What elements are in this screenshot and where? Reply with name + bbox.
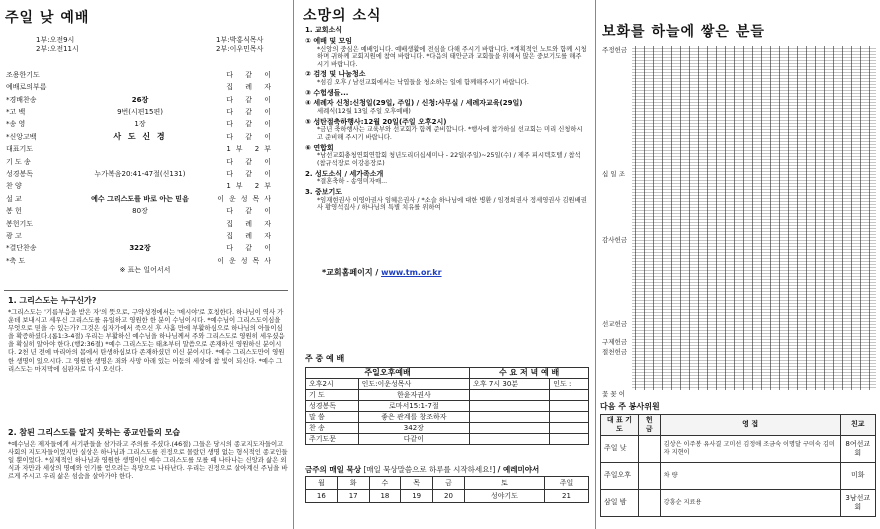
order-person: 1부 2부 xyxy=(226,145,276,154)
row-label: 성경봉독 xyxy=(306,401,359,412)
chapter-cell: 17 xyxy=(337,490,369,503)
order-row xyxy=(6,131,276,143)
news-item-title: ④ 세례자 신청:신청일(29일, 주일) / 신청:사무실 / 세례자교육(29일) xyxy=(305,99,523,108)
order-item: *결단찬송 xyxy=(6,244,37,253)
schedule-row xyxy=(601,435,876,462)
section2-title: 2. 참된 그리스도를 알지 못하는 종교인들의 모습 xyxy=(8,428,181,437)
order-person: 다 같 이 xyxy=(226,169,276,178)
row-label: 기 도 xyxy=(306,390,359,401)
wed-time: 오후 7시 30분 xyxy=(470,379,550,390)
order-item: *고 백 xyxy=(6,107,26,116)
order-item: *송 영 xyxy=(6,120,26,129)
order-row xyxy=(6,106,276,118)
schedule-header: 친교 xyxy=(840,415,875,436)
wed-cell xyxy=(550,412,589,423)
wed-cell xyxy=(470,390,550,401)
news-item-title: ⑥ 연합회 xyxy=(305,143,334,152)
schedule-header: 대 표 기 도 xyxy=(601,415,639,436)
weekday-worship-header: 주 중 예 배 xyxy=(305,354,345,363)
order-person: 이운성목사 xyxy=(217,256,276,265)
donor-category-label: 절천헌금 xyxy=(602,348,628,356)
wed-cell xyxy=(470,401,550,412)
news-item-title: ⑤ 성탄절축하행사:12월 20일(주일 오후2시) xyxy=(305,117,447,126)
schedule-cell: 삼일 밤 xyxy=(601,489,639,516)
order-item: 찬 양 xyxy=(6,182,22,191)
homepage-label: *교회홈페이지 / xyxy=(322,268,379,277)
chapter-cell: 18 xyxy=(369,490,401,503)
schedule-cell: 차 량 xyxy=(660,462,840,489)
order-person: 1부 2부 xyxy=(226,182,276,191)
news-item-text: *결혼축하 - 송영미자매... xyxy=(317,178,388,186)
order-person: 다 같 이 xyxy=(226,157,276,166)
wed-cell xyxy=(550,390,589,401)
wed-cell xyxy=(550,434,589,445)
wed-cell xyxy=(550,423,589,434)
order-item: 광 고 xyxy=(6,231,22,240)
wed-cell xyxy=(470,412,550,423)
section1-title: 1. 그리스도는 누구신가? xyxy=(8,296,97,305)
divider xyxy=(4,290,288,291)
schedule-cell: 강흥순 지료용 xyxy=(660,489,840,516)
schedule-cell: 김상은 이주봉 유사결 고미선 김정애 조금숙 이명달 구미숙 김미자 지현이 xyxy=(660,435,840,462)
schedule-cell xyxy=(638,462,660,489)
chapter-cell: 성야기도 xyxy=(464,490,544,503)
weekly-tail: / 예레미야서 xyxy=(497,465,540,474)
donor-category-label: 꽃 꽂 이 xyxy=(602,390,625,398)
weekday-worship-row xyxy=(306,412,589,423)
order-item: *경배찬송 xyxy=(6,95,37,104)
schedule-row xyxy=(601,462,876,489)
news-item-title: ③ 수험생들... xyxy=(305,88,349,97)
wed-cell xyxy=(470,434,550,445)
weekday-worship-row xyxy=(306,390,589,401)
day-cell: 금 xyxy=(433,477,465,490)
weekly-sub: [매일 묵상말씀으로 하루를 시작하세요!] xyxy=(363,465,496,474)
order-row xyxy=(6,193,276,205)
donor-category-label: 십 일 조 xyxy=(602,170,625,178)
weekly-meditation-header xyxy=(305,465,539,474)
weekly-meditation-table xyxy=(305,476,589,503)
order-person: 다 같 이 xyxy=(226,95,276,104)
sermon-section-1 xyxy=(8,296,288,373)
order-of-worship xyxy=(6,69,276,267)
donors-column xyxy=(598,0,880,529)
order-item: 성경봉독 xyxy=(6,169,34,178)
order-detail: 26장 xyxy=(131,95,149,104)
order-row xyxy=(6,156,276,168)
news-item-title: ② 검정 및 나눔청소 xyxy=(305,70,366,79)
news-item-title: 1. 교회소식 xyxy=(305,26,343,34)
standing-note: ※ 표는 일어서서 xyxy=(119,266,171,274)
order-row xyxy=(6,69,276,81)
order-row xyxy=(6,218,276,230)
order-person: 다 같 이 xyxy=(226,107,276,116)
schedule-cell: 3남선교회 xyxy=(840,489,875,516)
order-detail: 1장 xyxy=(134,120,146,129)
schedule-cell: 8여선교회 xyxy=(840,435,875,462)
schedule-cell: 주일 낮 xyxy=(601,435,639,462)
wed-leader: 인도 : xyxy=(550,379,589,390)
wed-cell xyxy=(470,423,550,434)
worship-title: 주일 낮 예배 xyxy=(5,10,90,26)
order-item: 설 교 xyxy=(6,194,22,203)
schedule-cell xyxy=(638,435,660,462)
sunday-pm-header: 주일오후예배 xyxy=(306,368,470,379)
order-detail: 누가복음20:41-47절(신131) xyxy=(94,169,186,178)
order-person: 다 같 이 xyxy=(226,70,276,79)
order-person: 집 례 자 xyxy=(226,231,276,240)
weekday-worship-row xyxy=(306,423,589,434)
order-detail: 80장 xyxy=(132,207,148,216)
schedule-cell: 주일오후 xyxy=(601,462,639,489)
wednesday-header: 수 요 저 녁 예 배 xyxy=(470,368,589,379)
row-value: 342장 xyxy=(358,423,470,434)
order-detail: 9번(시편15편) xyxy=(117,107,163,116)
sermon-section-2 xyxy=(8,428,288,480)
donors-title: 보화를 하늘에 쌓은 분들 xyxy=(602,24,765,40)
news-item-text: *남선교회충청연회연합회 청년도리더십세미나 - 22일(주일)~25일(수) / 제주 피시텍호텔 / 참석(참규석장로 이강용장로) xyxy=(317,152,581,167)
news-column xyxy=(297,0,593,529)
order-person: 다 같 이 xyxy=(226,120,276,129)
row-value: 로마서15:1-7절 xyxy=(358,401,470,412)
news-item-text: *신앙의 중심은 예배입니다. 예배생활에 전심을 다해 주시기 바랍니다. *계획적인 노트와 함께 시청하며 귀하께 교회지원에 참여 바랍니다. *다음의 태안군과 교회들을 위해서 많은 중보기도를 해주시기 바랍니다. xyxy=(317,45,587,68)
order-item: 예배로의부름 xyxy=(6,83,47,92)
schedule-cell xyxy=(638,489,660,516)
service2: 2부:오전11시 xyxy=(36,45,79,53)
column-divider xyxy=(595,0,596,529)
day-cell: 월 xyxy=(306,477,338,490)
section1-text: *그리스도는 '기름부음을 받은 자'의 뜻으로, 구약성경에서는 '메시야'로 호칭한다. 하나님이 역사 가운데 보내시고 세우신 그리스도를 유일하고 영원한 한 분이 수님이시다. *예수님이 그리스도이심을 무엇으로 믿을 수 있는가? 그것은 십자가에서 죽으신 후 사흘 만에 부활하심으로 하나님의 아들이심을 확증하셨다.(롬1:3-4절) 우리는 부활하신 예수님을 하나님께서 주와 그리스도로 영원히 세우셨음을 확실히 알아야 한다.(행2:36절) *예수 그리스도는 태초부터 말씀으로 존재하신 영원하신 분이시다. 2천 년 전에 마리아의 몸에서 탄생하심보다 존재하셨던 이신 분이시다. *예수 그리스도만이 영원한 생명이 있으시다. 그 영원한 생명은 죄와 사망 아래 있는 어둠의 세상에 참 빛이 되신다. *예수 그리스도는 마지막에 심판자로 다시 오신다. xyxy=(8,308,285,373)
chapter-cell: 16 xyxy=(306,490,338,503)
leader1: 1부:박홍식목사 xyxy=(216,36,264,44)
sunday-leader: 인도:이운성목사 xyxy=(358,379,470,390)
schedule-header: 영 접 xyxy=(660,415,840,436)
row-label: 찬 송 xyxy=(306,423,359,434)
news-item-text: *금년 축하행사는 교육부와 선교회가 함께 준비합니다. *행사에 참가하실 선교회는 미리 신청하시고 준비해 주시기 바랍니다. xyxy=(317,126,583,142)
news-item-text: 세례식(12월 13일 주일 오후예배) xyxy=(317,108,411,116)
weekly-title: 금주의 매일 묵상 xyxy=(305,465,361,474)
weekday-worship-row xyxy=(306,434,589,445)
donor-list xyxy=(602,46,876,398)
homepage-link[interactable] xyxy=(322,268,442,278)
row-value: 좋은 관계를 창조하자 xyxy=(358,412,470,423)
weekday-worship-table xyxy=(305,367,589,445)
news-item-title: 3. 중보기도 xyxy=(305,187,343,196)
schedule-title: 다음 주 봉사위원 xyxy=(600,402,660,411)
news-item-title: ① 예배 및 모임 xyxy=(305,36,353,45)
order-person: 이운성목사 xyxy=(217,194,276,203)
schedule-cell: 미화 xyxy=(840,462,875,489)
donor-names-block xyxy=(632,46,876,390)
order-person: 다 같 이 xyxy=(226,132,276,141)
news-item-title: 2. 성도소식 / 세가족소개 xyxy=(305,169,384,178)
order-detail: 322장 xyxy=(129,244,151,253)
homepage-url[interactable]: www.tm.or.kr xyxy=(381,268,442,277)
donor-category-label: 구제헌금 xyxy=(602,338,628,346)
worship-column xyxy=(0,0,290,529)
news-title: 소망의 소식 xyxy=(303,8,382,24)
chapter-cell: 19 xyxy=(401,490,433,503)
order-detail: 예수 그리스도를 바로 아는 믿음 xyxy=(91,194,189,203)
chapter-cell: 20 xyxy=(433,490,465,503)
weekday-worship-row xyxy=(306,401,589,412)
news-item-text: *임재현권사 이영아권사 임혜은권사 / *소슬 하나님에 대한 병환 / 임경희권사 정세영권사 김원배권사 황영석집사 / 하나님의 특별 치유를 위하여 xyxy=(317,196,587,212)
news-item-text: *섬김 오후 / 남선교회에서는 낙엽들을 청소하는 일에 함께해주시기 바랍니다. xyxy=(317,79,529,87)
service-times xyxy=(36,36,79,54)
day-cell: 주일 xyxy=(544,477,588,490)
row-label: 주기도문 xyxy=(306,434,359,445)
row-value: 한윤자권사 xyxy=(358,390,470,401)
order-person: 다 같 이 xyxy=(226,207,276,216)
order-person: 집 례 자 xyxy=(226,83,276,92)
order-item: 조용한기도 xyxy=(6,70,40,79)
order-row xyxy=(6,230,276,242)
row-value: 다같이 xyxy=(358,434,470,445)
donor-category-label: 주정헌금 xyxy=(602,46,628,54)
order-row xyxy=(6,168,276,180)
schedule-header: 헌 금 xyxy=(638,415,660,436)
order-row xyxy=(6,143,276,155)
row-label: 말 씀 xyxy=(306,412,359,423)
order-item: 대표기도 xyxy=(6,145,34,154)
day-cell: 화 xyxy=(337,477,369,490)
section2-text: *예수님은 제자들에게 서기관들을 삼가라고 주의를 주셨다.(46절) 그들은 당시의 종교지도자들이고 사회의 지도자들이었지만 실상은 하나님과 그리스도를 진정으로 몰랐던 생명 없는 형식적인 종교인들일 뿐이었다. *실제적인 하나님과 영원한 생명이신 예수 그리스도를 모를 때 나타나는 신앙과 삶은 외식과 자만과 세상의 명예와 인기를 얻으려는 욕망으로 나타난다. 우리는 진정으로 살아계신 주님을 바르게 주시고 우리 삶은 섬숨을 살아가야 한다. xyxy=(8,440,288,481)
service-leaders xyxy=(216,36,263,54)
day-cell: 목 xyxy=(401,477,433,490)
column-divider xyxy=(293,0,294,529)
order-item: 기 도 송 xyxy=(6,157,31,166)
order-detail: 사 도 신 경 xyxy=(113,132,167,142)
order-row xyxy=(6,119,276,131)
wed-cell xyxy=(550,401,589,412)
chapter-cell: 21 xyxy=(544,490,588,503)
service1: 1부:오전9시 xyxy=(36,36,75,44)
day-cell: 수 xyxy=(369,477,401,490)
order-person: 집 례 자 xyxy=(226,219,276,228)
order-row xyxy=(6,81,276,93)
news-list xyxy=(305,24,587,212)
order-item: 봉헌기도 xyxy=(6,219,34,228)
donor-category-label: 선교헌금 xyxy=(602,320,628,328)
order-item: *신앙고백 xyxy=(6,132,37,141)
schedule-table xyxy=(600,414,876,517)
order-row xyxy=(6,94,276,106)
order-row xyxy=(6,181,276,193)
order-item: *축 도 xyxy=(6,256,26,265)
order-row xyxy=(6,205,276,217)
order-person: 다 같 이 xyxy=(226,244,276,253)
donor-category-label: 감사헌금 xyxy=(602,236,628,244)
schedule-row xyxy=(601,489,876,516)
leader2: 2부:이우민목사 xyxy=(216,45,264,53)
order-item: 봉 헌 xyxy=(6,207,22,216)
sunday-time: 오후2시 xyxy=(306,379,359,390)
day-cell: 토 xyxy=(464,477,544,490)
order-row xyxy=(6,242,276,254)
